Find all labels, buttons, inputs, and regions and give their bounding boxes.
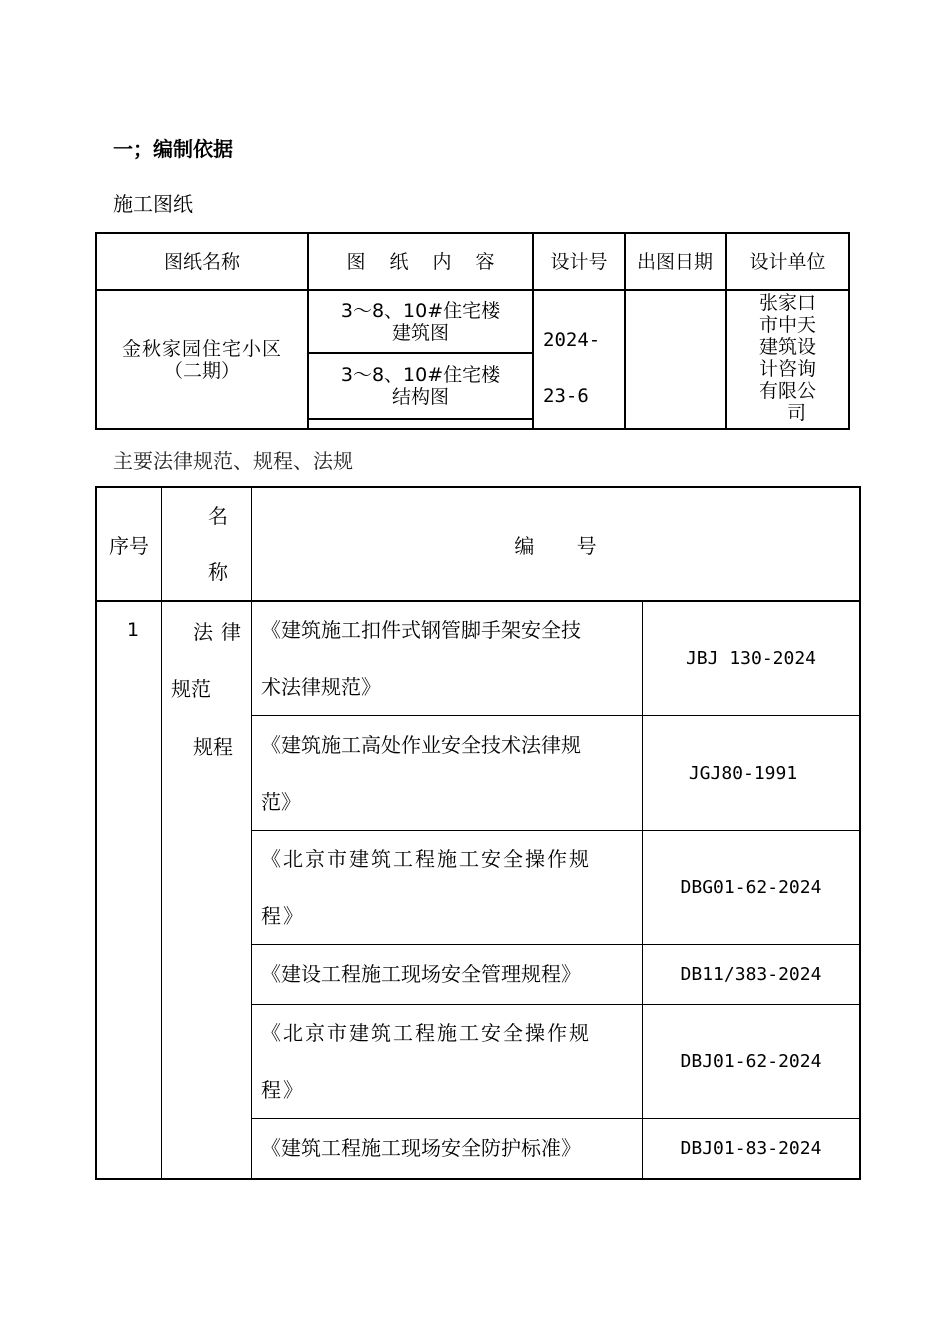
design-unit-line: 市中天 [759,314,817,336]
law-title [261,831,639,945]
law-title-line1: 《北京市建筑工程施工安全操作规 [261,1021,591,1045]
laws-subheading: 主要法律规范、规程、法规 [113,449,353,473]
category-line3: 规程 [193,735,233,759]
header-seq: 序号 [109,533,149,558]
header-code: 编 号 [514,533,597,558]
law-code: DBG01-62-2024 [680,877,822,898]
design-no-line1: 2024- [543,329,601,351]
law-code: JGJ80-1991 [688,762,798,784]
design-no-line2: 23-6 [543,385,589,407]
design-unit-line: 建筑设 [759,336,817,358]
law-title [261,717,639,831]
law-title-line1: 《建筑工程施工现场安全防护标准》 [261,1136,581,1160]
law-title-line1: 《北京市建筑工程施工安全操作规 [261,847,591,871]
law-title [261,602,639,716]
project-name-line2: （二期） [163,359,240,382]
drawings-subheading: 施工图纸 [113,192,193,216]
design-unit-line: 张家口 [759,292,817,314]
design-unit-line: 司 [787,402,807,424]
content-line2: 结构图 [391,386,449,408]
content-line1: 3～8、10#住宅楼 [340,299,501,322]
design-unit-line: 有限公 [759,380,817,402]
content-row-architecture [309,291,532,352]
law-code: DBJ01-83-2024 [680,1138,822,1159]
drawings-table [95,232,850,430]
law-code: DB11/383-2024 [680,964,822,985]
design-unit-line: 计咨询 [759,358,817,380]
law-title [261,1005,639,1119]
content-row-structure [309,354,532,418]
header-design-no: 设计号 [550,250,608,273]
category-line2: 规范 [171,677,211,701]
project-name-line1: 金秋家园住宅小区 [121,337,282,360]
header-name-line1: 名 [208,504,228,528]
law-title-line2: 术法律规范》 [261,675,381,699]
section-heading: 一；编制依据 [113,137,233,161]
law-code: JBJ 130-2024 [685,648,817,669]
law-title [261,1119,639,1178]
content-line2: 建筑图 [391,321,449,344]
law-title-line1: 《建设工程施工现场安全管理规程》 [261,962,581,986]
law-code: DBJ01-62-2024 [680,1051,822,1072]
header-drawing-content: 图 纸 内 容 [346,250,495,273]
design-unit [759,292,839,424]
law-title-line2: 程》 [261,1078,305,1102]
header-name-line2: 称 [208,560,228,584]
header-design-unit: 设计单位 [749,250,826,273]
project-name [97,291,307,428]
content-line1: 3～8、10#住宅楼 [340,364,501,386]
law-title-line1: 《建筑施工高处作业安全技术法律规 [261,733,581,757]
header-issue-date: 出图日期 [636,250,713,273]
law-title [261,945,639,1004]
laws-table [95,486,861,1180]
law-title-line2: 范》 [261,790,301,814]
law-title-line2: 程》 [261,904,305,928]
seq-number: 1 [127,619,140,641]
header-drawing-name: 图纸名称 [163,250,240,273]
law-title-line1: 《建筑施工扣件式钢管脚手架安全技 [261,618,581,642]
category-line1: 法律 [193,620,249,644]
